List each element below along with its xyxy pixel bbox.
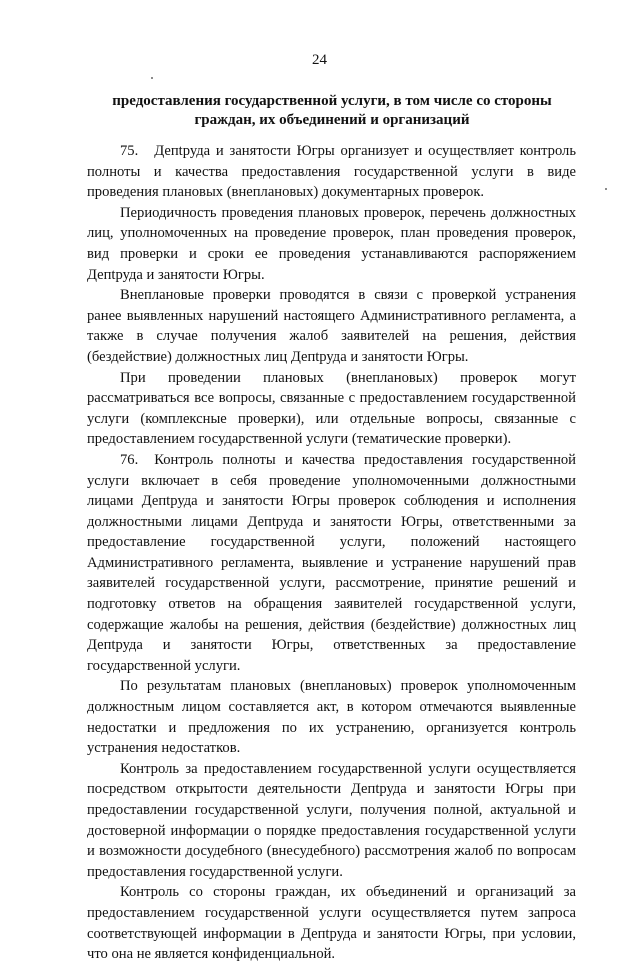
paragraph xyxy=(87,285,576,367)
paragraph-text: По результатам плановых (внеплановых) проверок уполномоченным должностным лицом составляется акт, в котором отмечаются выявленные недостатки и предложения по их устранению, организуется контроль устранения недостатков. xyxy=(87,678,576,757)
paragraph-text: Контроль за предоставлением государственной услуги осуществляется посредством открытости деятельности Депtруда и занятости Югры при предоставлении государственной услуги, получения полной, актуальной и достоверной информации о порядке предоставления государственной услуги и возможности досудебного (внесудебного) рассмотрения жалоб по вопросам предоставления государственной услуги. xyxy=(87,760,576,880)
page-number: 24 xyxy=(312,52,327,68)
paragraph-text: Внеплановые проверки проводятся в связи с проверкой устранения ранее выявленных нарушений настоящего Административного регламента, а также в случае получения жалоб заявителей на решения, действия (бездействие) должностных лиц Депtруда и занятости Югры. xyxy=(87,287,576,365)
paragraph xyxy=(87,203,576,285)
paragraph-number: 75. xyxy=(120,143,139,159)
scan-artifact xyxy=(151,77,153,79)
section-heading: предоставления государственной услуги, в том числе со стороны граждан, их объединений и организаций xyxy=(112,93,552,128)
paragraph-75 xyxy=(87,141,576,203)
scan-artifact xyxy=(605,188,607,190)
paragraph-number: 76. xyxy=(120,451,139,468)
paragraph xyxy=(87,368,576,450)
paragraph xyxy=(87,759,576,883)
document-body xyxy=(87,141,576,965)
paragraph-text: Периодичность проведения плановых проверок, перечень должностных лиц, уполномоченных на проведение проверок, план проведения проверок, вид проверки и сроки ее проведения устанавливаются распоряжением Депtруда и занятости Югры. xyxy=(87,204,576,283)
paragraph-text: Депtруда и занятости Югры организует и осуществляет контроль полноты и качества предоставления государственной услуги в виде проведения плановых (внеплановых) документарных проверок. xyxy=(87,143,576,201)
paragraph xyxy=(87,882,576,964)
paragraph-76 xyxy=(87,450,576,677)
paragraph-text: Контроль со стороны граждан, их объединений и организаций за предоставлением государственной услуги осуществляется путем запроса соответствующей информации в Депtруда и занятости Югры, при условии, что она не является конфиденциальной. xyxy=(87,884,576,963)
paragraph-text: Контроль полноты и качества предоставления государственной услуги включает в себя проведение уполномоченными должностными лицами Депtруда и занятости Югры проверок соблюдения и исполнения должностными лицами Депtруда и занятости Югры, ответственными за предоставление государственной услуги, положений настоящего Административного регламента, выявление и устранение нарушений прав заявителей государственной услуги, рассмотрение, принятие решений и подготовку ответов на обращения заявителей государственной услуги, содержащие жалобы на решения, действия (бездействие) должностных лиц Депtруда и занятости Югры, ответственных за предоставление государственной услуги. xyxy=(87,451,576,674)
paragraph xyxy=(87,676,576,758)
paragraph-text: При проведении плановых (внеплановых) проверок могут рассматриваться все вопросы, связанные с предоставлением государственной услуги (комплексные проверки), или отдельные вопросы, связанные с предоставлением государственной услуги (тематические проверки). xyxy=(87,369,576,448)
